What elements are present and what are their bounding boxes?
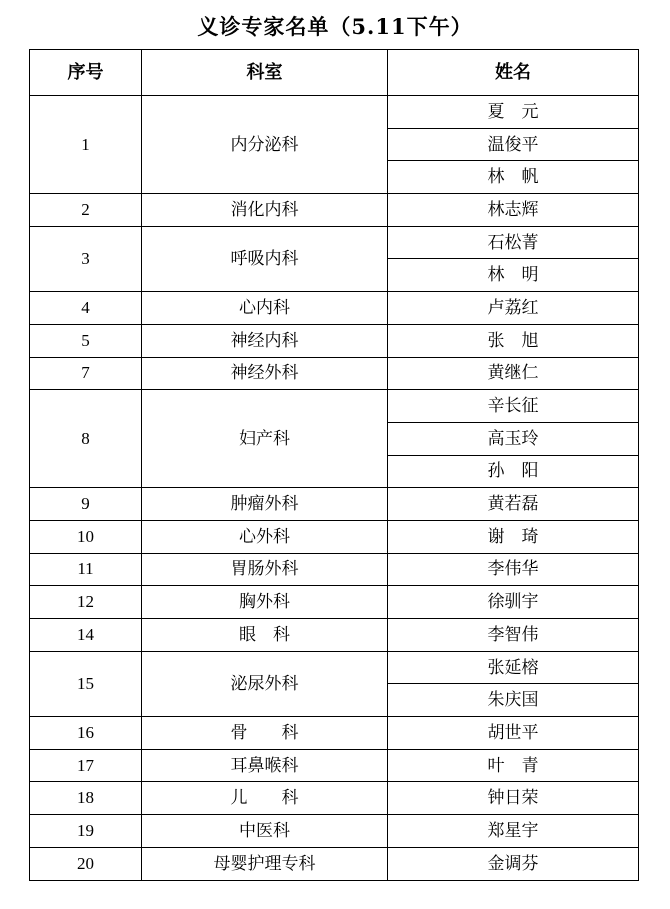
row-number: 14 [30, 619, 142, 652]
expert-name-cell: 高玉玲 [388, 422, 639, 455]
expert-name-cell: 夏 元 [388, 96, 639, 129]
table-row [30, 324, 639, 357]
department-cell: 心外科 [142, 520, 388, 553]
row-number: 10 [30, 520, 142, 553]
expert-name-cell: 徐驯宇 [388, 586, 639, 619]
row-number: 5 [30, 324, 142, 357]
row-number: 16 [30, 717, 142, 750]
table-row [30, 749, 639, 782]
table-row [30, 553, 639, 586]
table-row [30, 782, 639, 815]
header-number: 序号 [30, 50, 142, 96]
table-row [30, 194, 639, 227]
row-number: 11 [30, 553, 142, 586]
department-cell: 神经内科 [142, 324, 388, 357]
expert-name-cell: 李伟华 [388, 553, 639, 586]
department-cell: 骨 科 [142, 717, 388, 750]
expert-name-cell: 黄继仁 [388, 357, 639, 390]
header-name: 姓名 [388, 50, 639, 96]
department-cell: 肿瘤外科 [142, 488, 388, 521]
expert-name-cell: 朱庆国 [388, 684, 639, 717]
department-cell: 心内科 [142, 292, 388, 325]
table-row [30, 520, 639, 553]
expert-name-cell: 林 帆 [388, 161, 639, 194]
row-number: 9 [30, 488, 142, 521]
row-number: 19 [30, 815, 142, 848]
department-cell: 消化内科 [142, 194, 388, 227]
table-row [30, 847, 639, 880]
table-row [30, 390, 639, 423]
row-number: 8 [30, 390, 142, 488]
expert-name-cell: 张 旭 [388, 324, 639, 357]
expert-name-cell: 孙 阳 [388, 455, 639, 488]
expert-name-cell: 卢荔红 [388, 292, 639, 325]
expert-name-cell: 钟日荣 [388, 782, 639, 815]
table-row [30, 96, 639, 129]
row-number: 17 [30, 749, 142, 782]
table-row [30, 357, 639, 390]
expert-name-cell: 林志辉 [388, 194, 639, 227]
table-row [30, 226, 639, 259]
expert-name-cell: 金调芬 [388, 847, 639, 880]
table-row [30, 815, 639, 848]
expert-name-cell: 林 明 [388, 259, 639, 292]
expert-name-cell: 郑星宇 [388, 815, 639, 848]
header-row [30, 50, 639, 96]
department-cell: 胸外科 [142, 586, 388, 619]
expert-name-cell: 李智伟 [388, 619, 639, 652]
row-number: 3 [30, 226, 142, 291]
row-number: 15 [30, 651, 142, 716]
table-row [30, 651, 639, 684]
department-cell: 耳鼻喉科 [142, 749, 388, 782]
table-row [30, 292, 639, 325]
department-cell: 呼吸内科 [142, 226, 388, 291]
row-number: 2 [30, 194, 142, 227]
header-department: 科室 [142, 50, 388, 96]
department-cell: 泌尿外科 [142, 651, 388, 716]
expert-name-cell: 石松菁 [388, 226, 639, 259]
expert-table [29, 49, 639, 881]
table-row [30, 619, 639, 652]
expert-name-cell: 叶 青 [388, 749, 639, 782]
department-cell: 妇产科 [142, 390, 388, 488]
department-cell: 胃肠外科 [142, 553, 388, 586]
department-cell: 母婴护理专科 [142, 847, 388, 880]
expert-name-cell: 胡世平 [388, 717, 639, 750]
expert-name-cell: 张延榕 [388, 651, 639, 684]
expert-name-cell: 辛长征 [388, 390, 639, 423]
table-row [30, 586, 639, 619]
department-cell: 中医科 [142, 815, 388, 848]
row-number: 12 [30, 586, 142, 619]
page-title: 义诊专家名单（5.11下午） [197, 14, 473, 39]
table-row [30, 488, 639, 521]
department-cell: 儿 科 [142, 782, 388, 815]
row-number: 4 [30, 292, 142, 325]
row-number: 7 [30, 357, 142, 390]
expert-name-cell: 黄若磊 [388, 488, 639, 521]
department-cell: 神经外科 [142, 357, 388, 390]
expert-name-cell: 温俊平 [388, 128, 639, 161]
expert-name-cell: 谢 琦 [388, 520, 639, 553]
row-number: 18 [30, 782, 142, 815]
table-row [30, 717, 639, 750]
department-cell: 内分泌科 [142, 96, 388, 194]
row-number: 20 [30, 847, 142, 880]
department-cell: 眼 科 [142, 619, 388, 652]
row-number: 1 [30, 96, 142, 194]
table-body [30, 96, 639, 881]
